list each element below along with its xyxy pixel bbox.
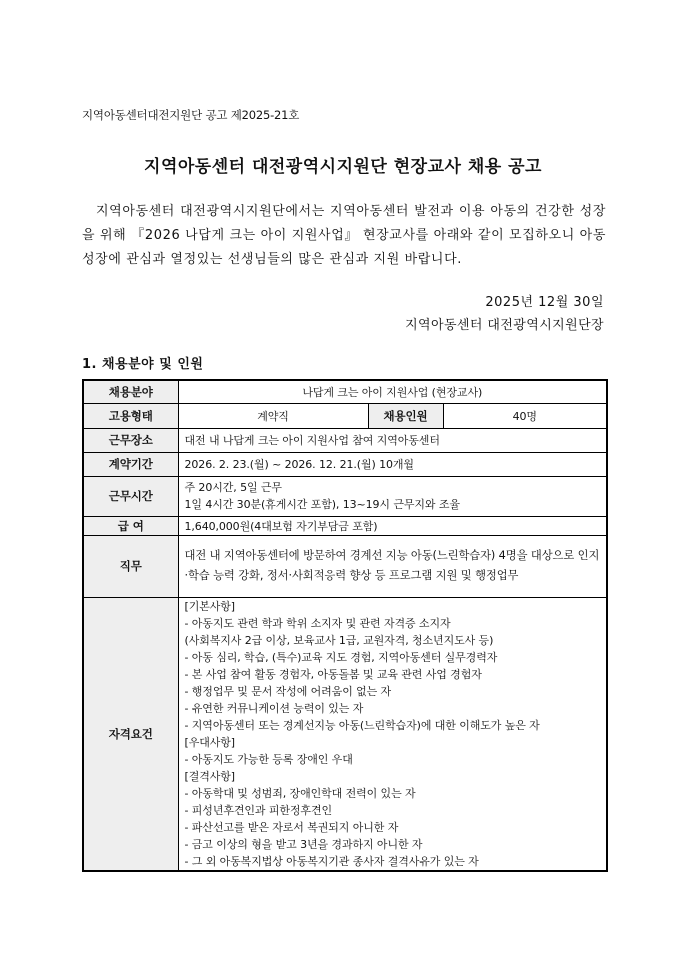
table-row bbox=[83, 476, 607, 516]
qualification-line: - 파산선고를 받은 자로서 복권되지 아니한 자 bbox=[184, 820, 399, 834]
workplace-value: 대전 내 나답게 크는 아이 지원사업 참여 지역아동센터 bbox=[178, 428, 607, 452]
period-label: 계약기간 bbox=[83, 452, 178, 476]
qualification-value bbox=[178, 597, 607, 871]
notice-date: 2025년 12월 30일 bbox=[485, 295, 604, 310]
section-title: 1. 채용분야 및 인원 bbox=[82, 357, 204, 372]
employment-value: 계약직 bbox=[178, 403, 368, 428]
field-label: 채용분야 bbox=[83, 380, 178, 403]
qualification-line: [기본사항] bbox=[184, 599, 235, 613]
qualification-line: - 아동지도 가능한 등록 장애인 우대 bbox=[184, 752, 353, 766]
duty-value: 대전 내 지역아동센터에 방문하여 경계선 지능 아동(느린학습자) 4명을 대상으로 인지·학습 능력 강화, 정서·사회적응력 향상 등 프로그램 지원 및 행정업무 bbox=[178, 535, 607, 597]
page-title: 지역아동센터 대전광역시지원단 현장교사 채용 공고 bbox=[144, 157, 542, 177]
qualification-line: [우대사항] bbox=[184, 735, 235, 749]
recruitment-table bbox=[82, 379, 608, 872]
intro-paragraph bbox=[82, 200, 606, 272]
qualification-line: - 금고 이상의 형을 받고 3년을 경과하지 아니한 자 bbox=[184, 837, 423, 851]
field-value: 나답게 크는 아이 지원사업 (현장교사) bbox=[178, 380, 607, 403]
table-row bbox=[83, 428, 607, 452]
hours-label: 근무시간 bbox=[83, 476, 178, 516]
headcount-value: 40명 bbox=[443, 403, 607, 428]
intro-text: 지역아동센터 대전광역시지원단에서는 지역아동센터 발전과 이용 아동의 건강한 성장을 위해 『2026 나답게 크는 아이 지원사업』 현장교사를 아래와 같이 모집하오니 아동 성장에 관심과 열정있는 선생님들의 많은 관심과 지원 바랍니다. bbox=[82, 204, 606, 267]
hours-line: 1일 4시간 30분(휴게시간 포함), 13~19시 근무지와 조율 bbox=[184, 498, 460, 511]
table-row bbox=[83, 403, 607, 428]
table-row bbox=[83, 535, 607, 597]
hours-line: 주 20시간, 5일 근무 bbox=[184, 481, 282, 494]
table-row bbox=[83, 516, 607, 535]
hours-value bbox=[178, 476, 607, 516]
duty-label: 직무 bbox=[83, 535, 178, 597]
qualification-line: - 피성년후견인과 피한정후견인 bbox=[184, 803, 332, 817]
table-row bbox=[83, 452, 607, 476]
qualification-line: (사회복지사 2급 이상, 보육교사 1급, 교원자격, 청소년지도사 등) bbox=[184, 633, 494, 647]
employment-label: 고용형태 bbox=[83, 403, 178, 428]
qualification-line: - 아동학대 및 성범죄, 장애인학대 전력이 있는 자 bbox=[184, 786, 416, 800]
qualification-line: - 아동지도 관련 학과 학위 소지자 및 관련 자격증 소지자 bbox=[184, 616, 451, 630]
workplace-label: 근무장소 bbox=[83, 428, 178, 452]
table-row bbox=[83, 380, 607, 403]
table-row bbox=[83, 597, 607, 871]
qualification-line: - 유연한 커뮤니케이션 능력이 있는 자 bbox=[184, 701, 364, 715]
qualification-line: - 지역아동센터 또는 경계선지능 아동(느린학습자)에 대한 이해도가 높은 자 bbox=[184, 718, 540, 732]
salary-value: 1,640,000원(4대보험 자기부담금 포함) bbox=[178, 516, 607, 535]
qualification-line: [결격사항] bbox=[184, 769, 235, 783]
salary-label: 급 여 bbox=[83, 516, 178, 535]
headcount-label: 채용인원 bbox=[368, 403, 443, 428]
qualification-line: - 아동 심리, 학습, (특수)교육 지도 경험, 지역아동센터 실무경력자 bbox=[184, 650, 498, 664]
qualification-line: - 그 외 아동복지법상 아동복지기관 종사자 결격사유가 있는 자 bbox=[184, 854, 479, 868]
notice-number: 지역아동센터대전지원단 공고 제2025-21호 bbox=[82, 108, 300, 122]
qualification-line: - 행정업무 및 문서 작성에 어려움이 없는 자 bbox=[184, 684, 392, 698]
qualification-label: 자격요건 bbox=[83, 597, 178, 871]
period-value: 2026. 2. 23.(월) ~ 2026. 12. 21.(월) 10개월 bbox=[178, 452, 607, 476]
qualification-line: - 본 사업 참여 활동 경험자, 아동돌봄 및 교육 관련 사업 경험자 bbox=[184, 667, 482, 681]
issuer-name: 지역아동센터 대전광역시지원단장 bbox=[405, 318, 604, 333]
